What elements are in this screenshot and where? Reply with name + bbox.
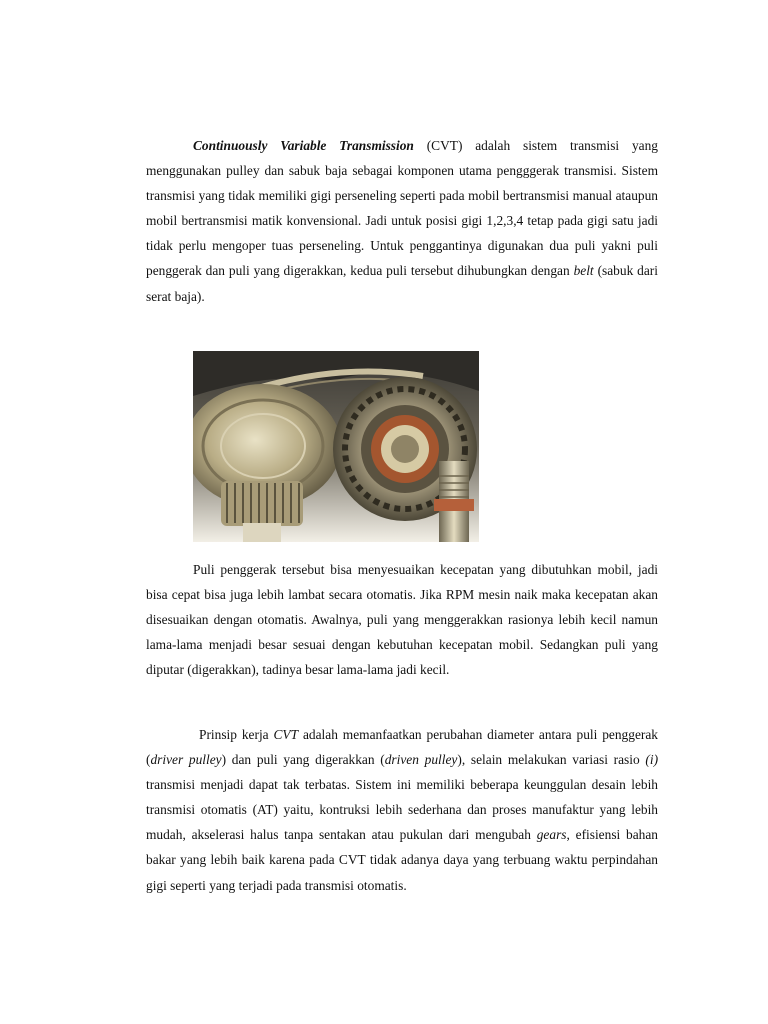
paragraph-cvt-definition [146,133,658,309]
cvt-pulley-photo [193,351,479,542]
paragraph-text: (CVT) adalah sistem transmisi yang menggunakan pulley dan sabuk baja sebagai komponen utama pengggerak transmisi. Sistem transmisi yang tidak memiliki gigi perseneling seperti pada mobil bertransmisi manual ataupun mobil bertransmisi matik konvensional. Jadi untuk posisi gigi 1,2,3,4 tetap pada gigi satu jadi tidak perlu mengoper tuas perseneling. Untuk penggantinya digunakan dua puli yakni puli penggerak dan puli yang digerakkan, kedua puli tersebut dihubungkan dengan [146,138,658,279]
paragraph-text: adalah memanfaatkan perubahan diameter antara puli penggerak ( [146,727,658,768]
term-driver-pulley: driver pulley [150,752,222,768]
paragraph-text: , efisiensi bahan bakar yang lebih baik karena pada CVT tidak adanya daya yang terbuang waktu perpindahan gigi seperti yang terjadi pada transmisi otomatis. [146,827,658,893]
term-ratio-i: (i) [645,752,659,768]
term-belt: belt [573,263,594,279]
term-cvt: Continuously Variable Transmission [193,138,414,153]
paragraph-text: transmisi menjadi dapat tak terbatas. Sistem ini memiliki beberapa keunggulan desain lebih transmisi otomatis (AT) yaitu, kontruksi lebih sederhana dan proses manufaktur yang lebih mudah, akselerasi halus tanpa sentakan atau pukulan dari mengubah [146,777,658,843]
paragraph-text: (sabuk dari serat baja). [146,263,658,304]
paragraph-text: ) dan puli yang digerakkan ( [221,752,385,768]
paragraph-text: ), selain melakukan variasi rasio [457,752,646,768]
paragraph-driver-pulley: Puli penggerak tersebut bisa menyesuaikan kecepatan yang dibutuhkan mobil, jadi bisa cepat bisa juga lebih lambat secara otomatis. Jika RPM mesin naik maka kecepatan akan disesuaikan dengan otomatis. Awalnya, puli yang menggerakkan rasionya lebih kecil namun lama-lama menjadi besar sesuai dengan kebutuhan kecepatan mobil. Sedangkan puli yang diputar (digerakkan), tadinya besar lama-lama jadi kecil. [146,562,658,678]
paragraph-working-principle [146,722,658,898]
paragraph-text: Prinsip kerja [199,727,274,742]
term-driven-pulley: driven pulley [384,752,458,768]
term-gears: gears [536,827,567,843]
term-cvt-italic: CVT [273,727,299,742]
